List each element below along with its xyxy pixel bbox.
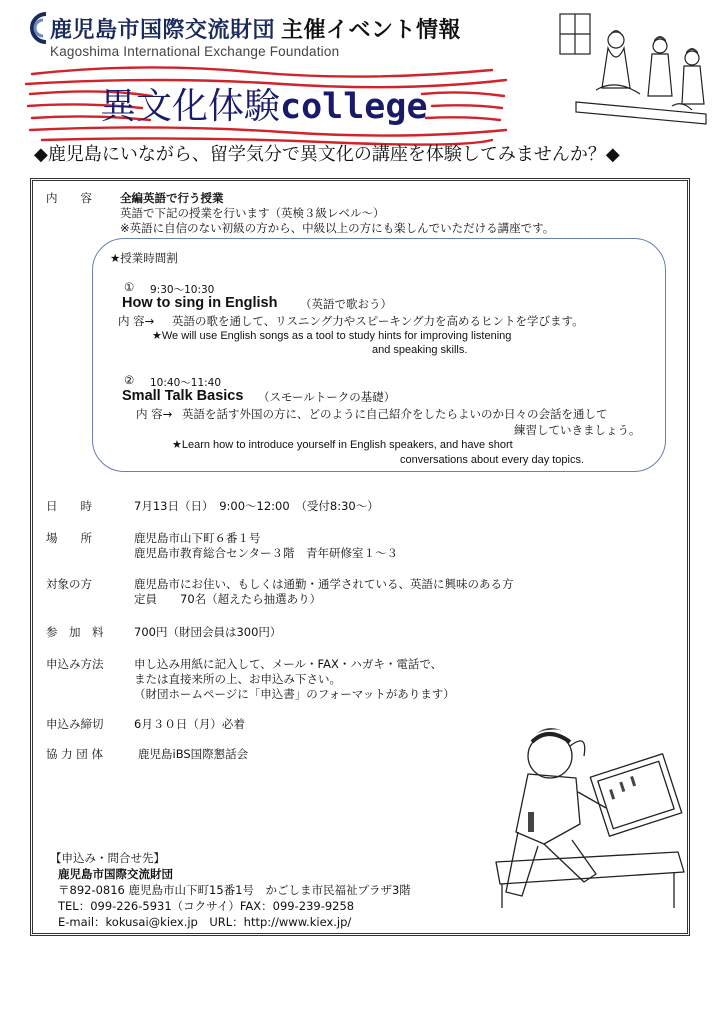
schedule-title: ★授業時間割	[110, 251, 178, 265]
classroom-illustration	[556, 6, 714, 128]
deadline-label: 申込み締切	[46, 717, 104, 731]
class-desc-label: 内 容→	[136, 407, 173, 421]
class-desc-label: 内 容→	[118, 314, 155, 328]
class-time: 10:40～11:40	[150, 377, 222, 389]
class-title-jp: （英語で歌おう）	[300, 297, 392, 311]
org-suffix: 主催イベント情報	[281, 18, 462, 43]
foundation-logo	[28, 10, 50, 46]
target-value: 鹿児島市にお住い、もしくは通勤・通学されている、英語に興味のある方	[134, 577, 514, 591]
class-desc: 英語の歌を通して、リスニング力やスピーキング力を高めるヒントを学びます。	[172, 314, 584, 328]
apply-value: または直接来所の上、お申込み下さい。	[134, 672, 341, 686]
place-value: 鹿児島市教育総合センター３階 青年研修室１～３	[134, 546, 399, 560]
contact-org: 鹿児島市国際交流財団	[58, 867, 173, 881]
fee-value: 700円（財団会員は300円）	[134, 625, 282, 639]
class-number: ②	[124, 373, 135, 387]
coop-value: 鹿児島iBS国際懇話会	[138, 747, 249, 761]
date-label: 日 時	[46, 499, 92, 513]
deadline-value: 6月３０日（月）必着	[134, 717, 245, 731]
class-desc-en: ★Learn how to introduce yourself in English speakers, and have short	[172, 439, 513, 451]
class-desc: 練習していきましょう。	[514, 423, 641, 437]
contact-heading: 【申込み・問合せ先】	[50, 851, 165, 865]
content-line: ※英語に自信のない初級の方から、中級以上の方にも楽しんでいただける講座です。	[120, 221, 555, 235]
event-title	[100, 78, 428, 129]
place-value: 鹿児島市山下町６番１号	[134, 531, 261, 545]
contact-tel-fax: TEL：099-226-5931（コクサイ）FAX：099-239-9258	[58, 899, 355, 913]
capacity-value: 定員 70名（超えたら抽選あり）	[134, 592, 322, 606]
class-desc: 英語を話す外国の方に、どのように自己紹介をしたらよいのか日々の会話を通して	[182, 407, 608, 421]
content-line: 英語で下記の授業を行います（英検３級レベル～）	[120, 206, 385, 220]
event-title-latin: college	[280, 87, 428, 127]
boy-with-slate-illustration	[488, 712, 698, 912]
contact-address: 〒892-0816 鹿児島市山下町15番1号 かごしま市民福祉プラザ3階	[58, 883, 411, 897]
place-label: 場 所	[46, 531, 92, 545]
class-desc-en: conversations about every day topics.	[400, 454, 585, 466]
apply-value: 申し込み用紙に記入して、メール・FAX・ハガキ・電話で、	[134, 657, 443, 671]
class-title: Small Talk Basics	[122, 388, 244, 404]
event-title-jp: 異文化体験	[100, 86, 281, 127]
coop-label: 協 力 団 体	[46, 747, 103, 761]
target-label: 対象の方	[46, 577, 92, 591]
class-desc-en: and speaking skills.	[372, 344, 468, 356]
class-time: 9:30～10:30	[150, 284, 215, 296]
class-title: How to sing in English	[122, 295, 278, 311]
class-desc-en: ★We will use English songs as a tool to study hints for improving listening	[152, 330, 512, 342]
apply-label: 申込み方法	[46, 657, 104, 671]
content-label: 内 容	[46, 191, 92, 205]
date-value: 7月13日（日） 9:00～12:00 （受付8:30～）	[134, 499, 379, 513]
fee-label: 参 加 料	[46, 625, 104, 639]
contact-email-url: E-mail：kokusai@kiex.jp URL：http://www.kiex.jp/	[58, 915, 352, 929]
apply-value: （財団ホームページに「申込書」のフォーマットがあります）	[134, 687, 455, 701]
tagline: ◆鹿児島にいながら、留学気分で異文化の講座を体験してみませんか？◆	[34, 144, 620, 165]
org-name: 鹿児島市国際交流財団	[50, 18, 276, 43]
org-title	[50, 13, 461, 44]
content-heading: 全編英語で行う授業	[120, 191, 224, 205]
class-number: ①	[124, 280, 135, 294]
class-title-jp: （スモールトークの基礎）	[258, 390, 396, 404]
org-name-en: Kagoshima International Exchange Foundation	[50, 44, 340, 59]
